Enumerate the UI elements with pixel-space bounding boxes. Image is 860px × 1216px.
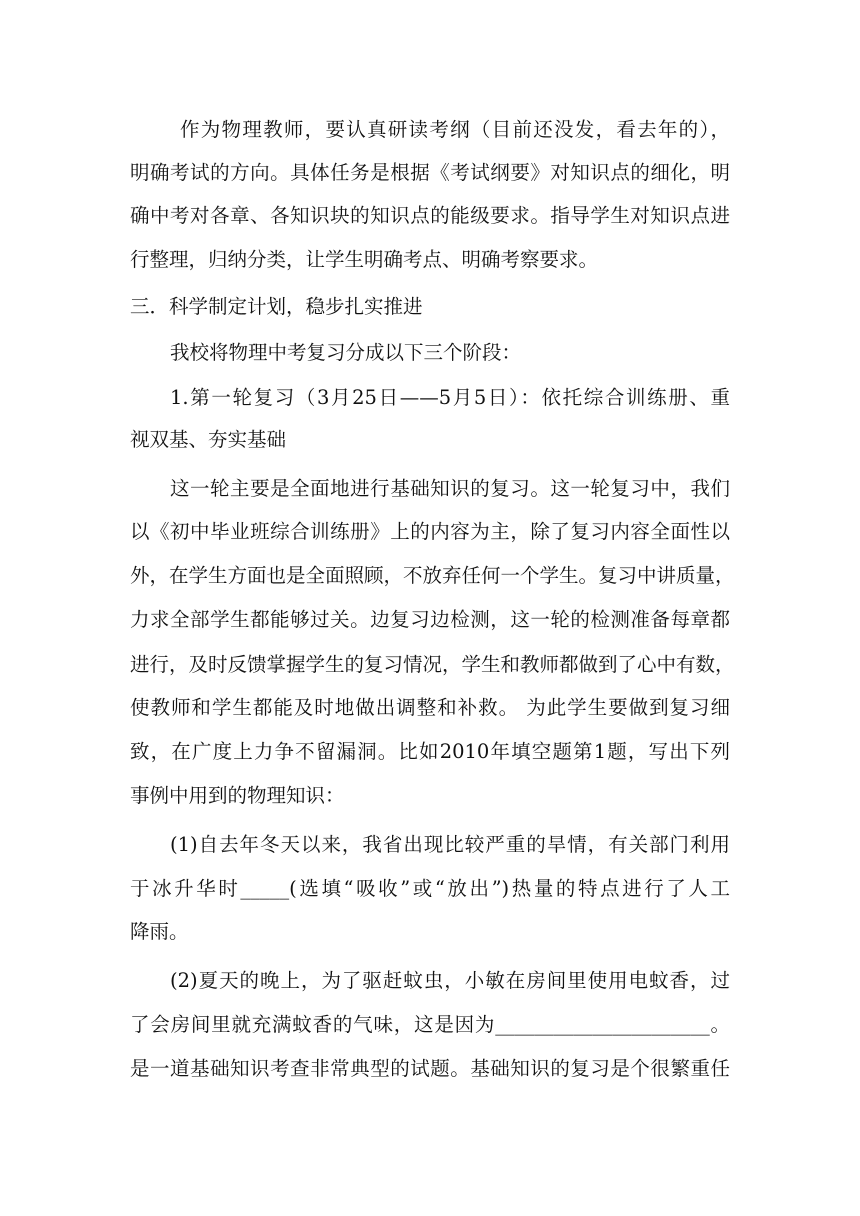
text-line: 降雨。 [130, 920, 189, 943]
text-line: 于冰升华时_____(选填“吸收”或“放出”)热量的特点进行了人工 [130, 877, 730, 900]
text-line: 视双基、夯实基础 [130, 428, 287, 451]
section-heading: 三．科学制定计划，稳步扎实推进 [130, 295, 423, 318]
text-line: 了会房间里就充满蚊香的气味，这是因为______________________。 [130, 1013, 730, 1036]
text-line: 以《初中毕业班综合训练册》上的内容为主，除了复习内容全面性以 [130, 520, 730, 543]
text-line: 这一轮主要是全面地进行基础知识的复习。这一轮复习中，我们 [170, 477, 730, 500]
text-line: 1.第一轮复习（3月25日——5月5日）：依托综合训练册、重 [170, 386, 730, 409]
text-line: 是一道基础知识考查非常典型的试题。基础知识的复习是个很繁重任 [130, 1057, 730, 1080]
text-line: 我校将物理中考复习分成以下三个阶段： [170, 341, 522, 364]
text-line: 外，在学生方面也是全面照顾，不放弃任何一个学生。复习中讲质量， [130, 564, 735, 587]
text-line: 事例中用到的物理知识： [130, 784, 345, 807]
text-line: 进行，及时反馈掌握学生的复习情况，学生和教师都做到了心中有数， [130, 653, 735, 676]
text-line: 行整理，归纳分类，让学生明确考点、明确考察要求。 [130, 248, 599, 271]
text-line: 作为物理教师，要认真研读考纲（目前还没发，看去年的）， [180, 118, 730, 141]
text-line: (2)夏天的晚上，为了驱赶蚊虫，小敏在房间里使用电蚊香，过 [170, 969, 730, 992]
text-line: 力求全部学生都能够过关。边复习边检测，这一轮的检测准备每章都 [130, 608, 730, 631]
text-line: 致，在广度上力争不留漏洞。比如2010年填空题第1题，写出下列 [130, 740, 730, 763]
text-line: 使教师和学生都能及时地做出调整和补救。 为此学生要做到复习细 [130, 696, 730, 719]
text-line: 确中考对各章、各知识块的知识点的能级要求。指导学生对知识点进 [130, 204, 730, 227]
text-line: 明确考试的方向。具体任务是根据《考试纲要》对知识点的细化，明 [130, 161, 730, 184]
text-line: (1)自去年冬天以来，我省出现比较严重的旱情，有关部门利用 [170, 833, 730, 856]
